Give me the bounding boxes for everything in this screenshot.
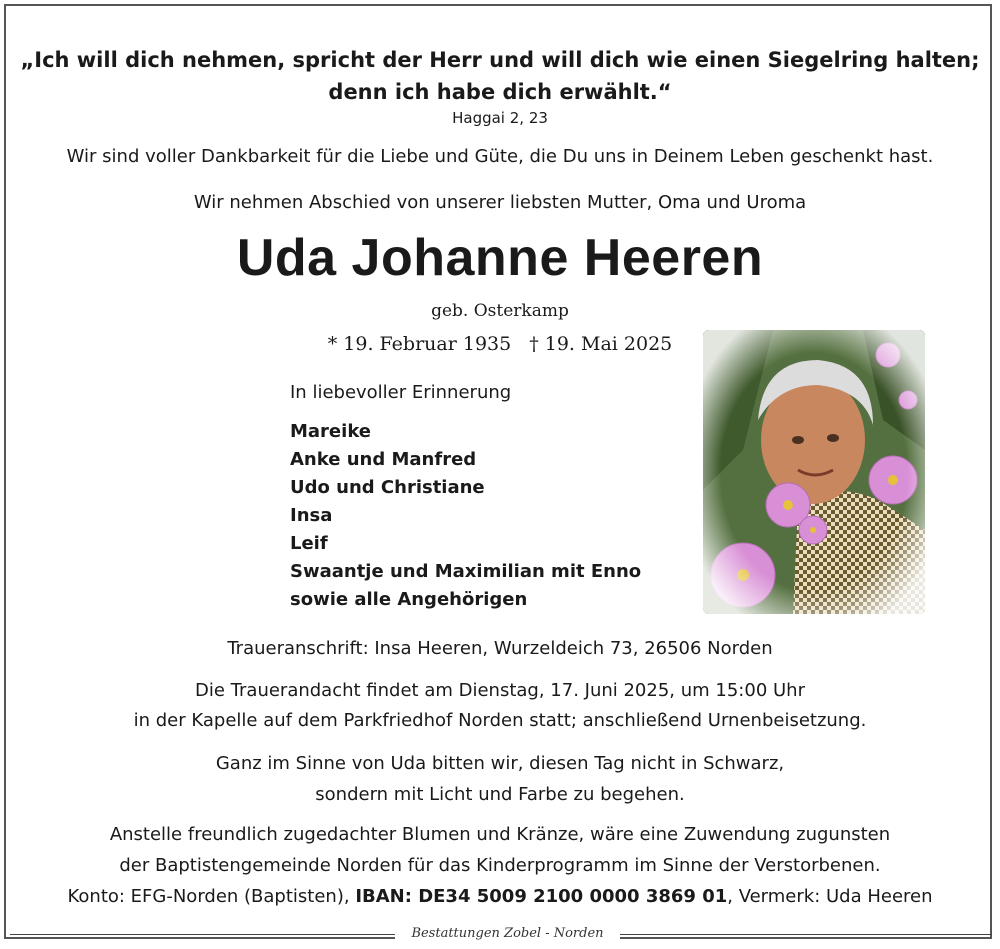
footer-rule-right xyxy=(620,934,992,935)
service-line-1: Die Trauerandacht findet am Dienstag, 17. Juni 2025, um 15:00 Uhr xyxy=(195,680,805,701)
farewell-text: Wir nehmen Abschied von unserer liebsten Mutter, Oma und Uroma xyxy=(193,192,807,213)
deceased-name: Uda Johanne Heeren xyxy=(236,229,764,287)
funeral-home-credit: Bestattungen Zobel - Norden xyxy=(395,926,620,941)
donation-line-2: der Baptistengemeinde Norden für das Kinderprogramm im Sinne der Verstorbenen. xyxy=(119,855,881,876)
death-date: † 19. Mai 2025 xyxy=(529,333,673,355)
mourning-address: Traueranschrift: Insa Heeren, Wurzeldeich 73, 26506 Norden xyxy=(227,638,773,659)
iban: IBAN: DE34 5009 2100 0000 3869 01 xyxy=(355,886,728,907)
bible-quote xyxy=(0,44,1000,108)
mourners-list xyxy=(290,418,641,614)
thanks-text: Wir sind voller Dankbarkeit für die Liebe und Güte, die Du uns in Deinem Leben geschenkt hast. xyxy=(66,146,934,167)
wish-line-2: sondern mit Licht und Farbe zu begehen. xyxy=(315,784,685,805)
mourner-item: Leif xyxy=(290,533,328,554)
portrait-illustration xyxy=(703,330,925,614)
footer xyxy=(0,926,1000,944)
account-suffix: , Vermerk: Uda Heeren xyxy=(727,886,933,907)
service-line-2: in der Kapelle auf dem Parkfriedhof Norden statt; anschließend Urnenbeisetzung. xyxy=(133,710,867,731)
birth-date: * 19. Februar 1935 xyxy=(327,333,512,355)
wish-line-1: Ganz im Sinne von Uda bitten wir, diesen Tag nicht in Schwarz, xyxy=(215,753,785,774)
mourner-item: Mareike xyxy=(290,421,372,442)
mourner-item: Udo und Christiane xyxy=(290,477,485,498)
quote-line-1: „Ich will dich nehmen, spricht der Herr und will dich wie einen Siegelring halten; xyxy=(20,48,980,72)
mourner-item: Anke und Manfred xyxy=(290,449,477,470)
memory-heading: In liebevoller Erinnerung xyxy=(290,382,512,403)
quote-line-2: denn ich habe dich erwählt.“ xyxy=(328,80,672,104)
mourner-item: Swaantje und Maximilian mit Enno xyxy=(290,561,642,582)
footer-rule-left xyxy=(10,934,395,935)
birth-name: geb. Osterkamp xyxy=(431,301,569,321)
portrait-photo xyxy=(703,330,925,614)
quote-reference: Haggai 2, 23 xyxy=(452,109,548,127)
mourner-item: Insa xyxy=(290,505,333,526)
donation-account xyxy=(0,886,1000,907)
account-prefix: Konto: EFG-Norden (Baptisten), xyxy=(67,886,356,907)
mourner-item: sowie alle Angehörigen xyxy=(290,589,528,610)
donation-line-1: Anstelle freundlich zugedachter Blumen und Kränze, wäre eine Zuwendung zugunsten xyxy=(109,824,891,845)
